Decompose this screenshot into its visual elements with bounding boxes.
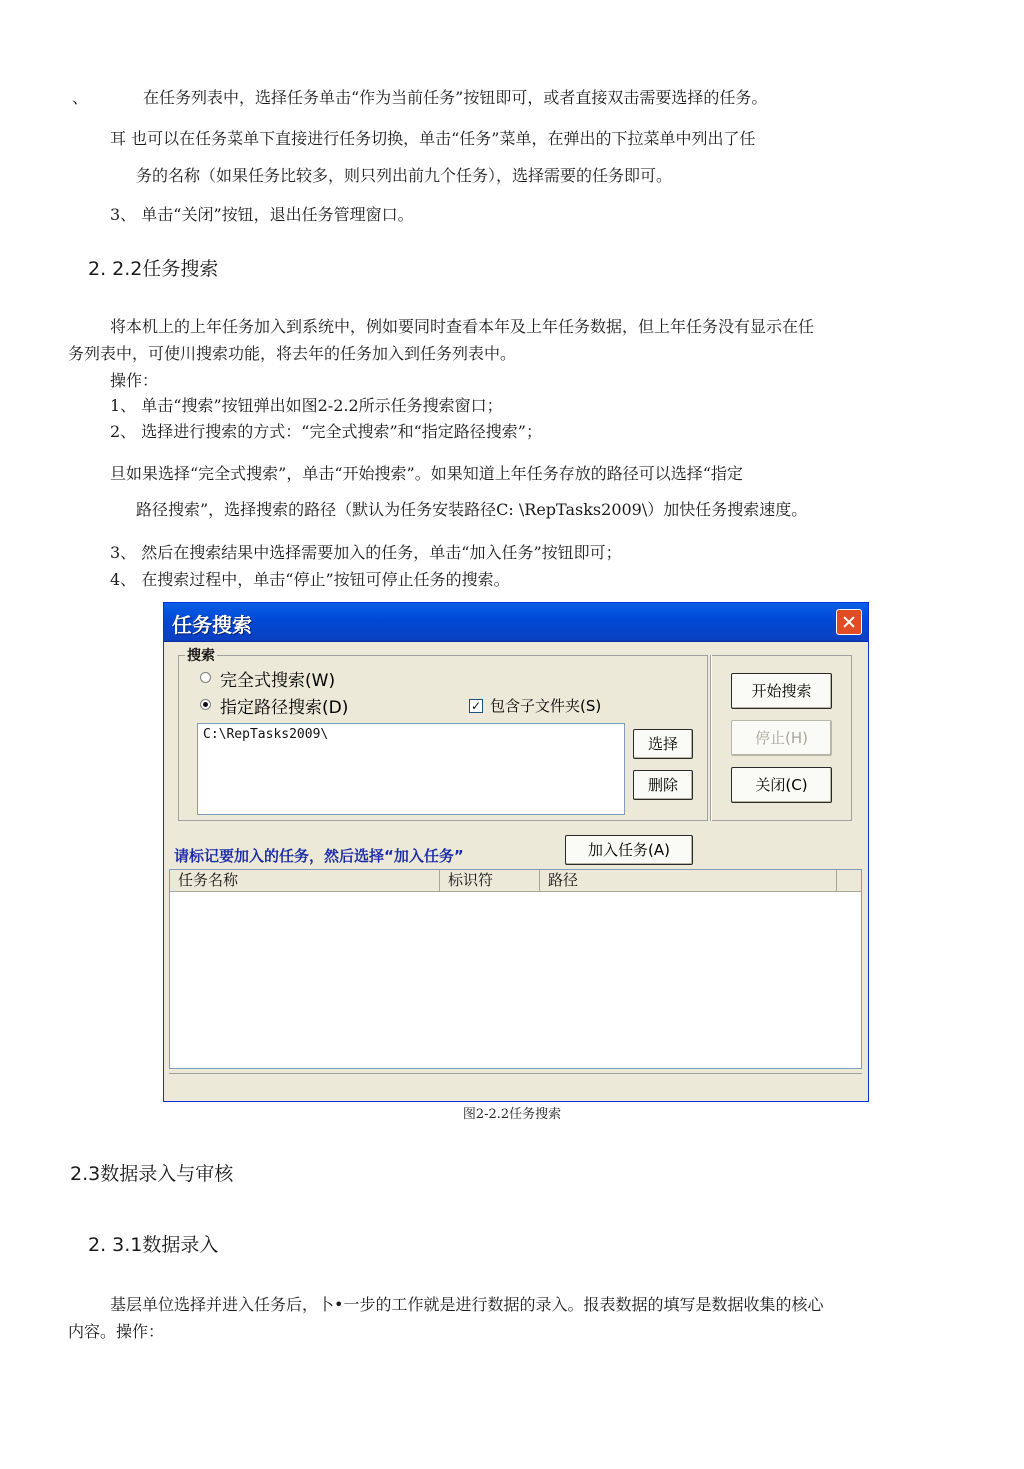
paragraph-step-2: 2、 选择进行搜索的方式：“完全式搜索”和“指定路径搜索”；	[110, 422, 542, 441]
include-subfolders-checkbox[interactable]: ✓	[470, 699, 482, 713]
path-entry[interactable]: C:\RepTasks2009\	[203, 727, 329, 742]
heading-data-entry-review: 2.3数据录入与审核	[70, 1163, 234, 1185]
paragraph-step-1: 1、 单击“搜索”按钮弹出如图2-2.2所示任务搜索窗口；	[110, 396, 503, 415]
path-list-box[interactable]	[197, 723, 625, 815]
radio-path-search[interactable]	[200, 699, 211, 710]
paragraph-search-intro-line1: 将本机上的上年任务加入到系统中，例如要同时查看本年及上年任务数据，但上年任务没有显示在任	[110, 317, 815, 336]
column-header-identifier[interactable]: 标识符	[440, 870, 540, 892]
paragraph-switch-task-line1: 耳 也可以在任务菜单下直接进行任务切换，单击“任务”菜单，在弹出的下拉菜单中列出了任	[110, 129, 756, 148]
paragraph-full-search-line1: 旦如果选择“完全式搜索”，单击“开始搜索”。如果知道上年任务存放的路径可以选择“指定	[110, 464, 743, 483]
dialog-title: 任务搜索	[172, 613, 252, 637]
heading-task-search: 2. 2.2任务搜索	[88, 258, 219, 280]
close-dialog-button[interactable]: 关闭(C)	[731, 767, 832, 803]
heading-data-entry: 2. 3.1数据录入	[88, 1234, 219, 1256]
radio-path-search-label[interactable]: 指定路径搜索(D)	[220, 698, 349, 718]
dialog-titlebar[interactable]	[164, 603, 868, 642]
close-icon[interactable]	[836, 609, 862, 635]
paragraph-select-task: 在任务列表中，选择任务单击“作为当前任务”按钮即可，或者直接双击需要选择的任务。	[143, 88, 768, 107]
select-path-button[interactable]: 选择	[633, 729, 693, 759]
bullet-mark: 、	[72, 88, 89, 107]
figure-caption: 图2-2.2任务搜索	[462, 1107, 562, 1122]
paragraph-data-entry-line1: 基层单位选择并进入任务后，卜•一步的工作就是进行数据的录入。报表数据的填写是数据收集的核心	[110, 1295, 824, 1314]
paragraph-full-search-line2: 路径搜索”，选择搜索的路径（默认为任务安装路径C: \RepTasks2009\）加快任务搜索速度。	[136, 500, 808, 519]
paragraph-step-4: 4、 在搜索过程中，单击“停止”按钮可停止任务的搜索。	[110, 570, 510, 589]
column-header-task-name[interactable]: 任务名称	[170, 870, 440, 892]
hint-text: 请标记要加入的任务，然后选择“加入任务”	[174, 847, 464, 865]
start-search-button[interactable]: 开始搜索	[731, 673, 832, 709]
paragraph-step-close: 3、 单击“关闭”按钮，退出任务管理窗口。	[110, 205, 414, 224]
paragraph-search-intro-line2: 务列表中，可使川搜索功能，将去年的任务加入到任务列表中。	[68, 344, 517, 363]
include-subfolders-label[interactable]: 包含子文件夹(S)	[490, 697, 602, 715]
delete-path-button[interactable]: 删除	[633, 770, 693, 800]
task-results-list[interactable]	[169, 869, 862, 1069]
search-group-label: 搜索	[185, 645, 217, 665]
radio-full-search[interactable]	[200, 672, 211, 683]
column-header-path[interactable]: 路径	[540, 870, 837, 892]
paragraph-step-3: 3、 然后在搜索结果中选择需要加入的任务，单击“加入任务”按钮即可；	[110, 543, 622, 562]
radio-full-search-label[interactable]: 完全式搜索(W)	[220, 671, 336, 691]
paragraph-data-entry-line2: 内容。操作：	[68, 1322, 165, 1341]
paragraph-operation-label: 操作：	[110, 371, 159, 390]
paragraph-switch-task-line2: 务的名称（如果任务比较多，则只列出前九个任务），选择需要的任务即可。	[136, 166, 673, 185]
add-task-button[interactable]: 加入任务(A)	[565, 835, 693, 865]
task-search-dialog	[163, 602, 869, 1102]
column-header-filler	[837, 870, 861, 892]
stop-search-button[interactable]: 停止(H)	[731, 720, 832, 756]
status-bar	[169, 1073, 862, 1096]
